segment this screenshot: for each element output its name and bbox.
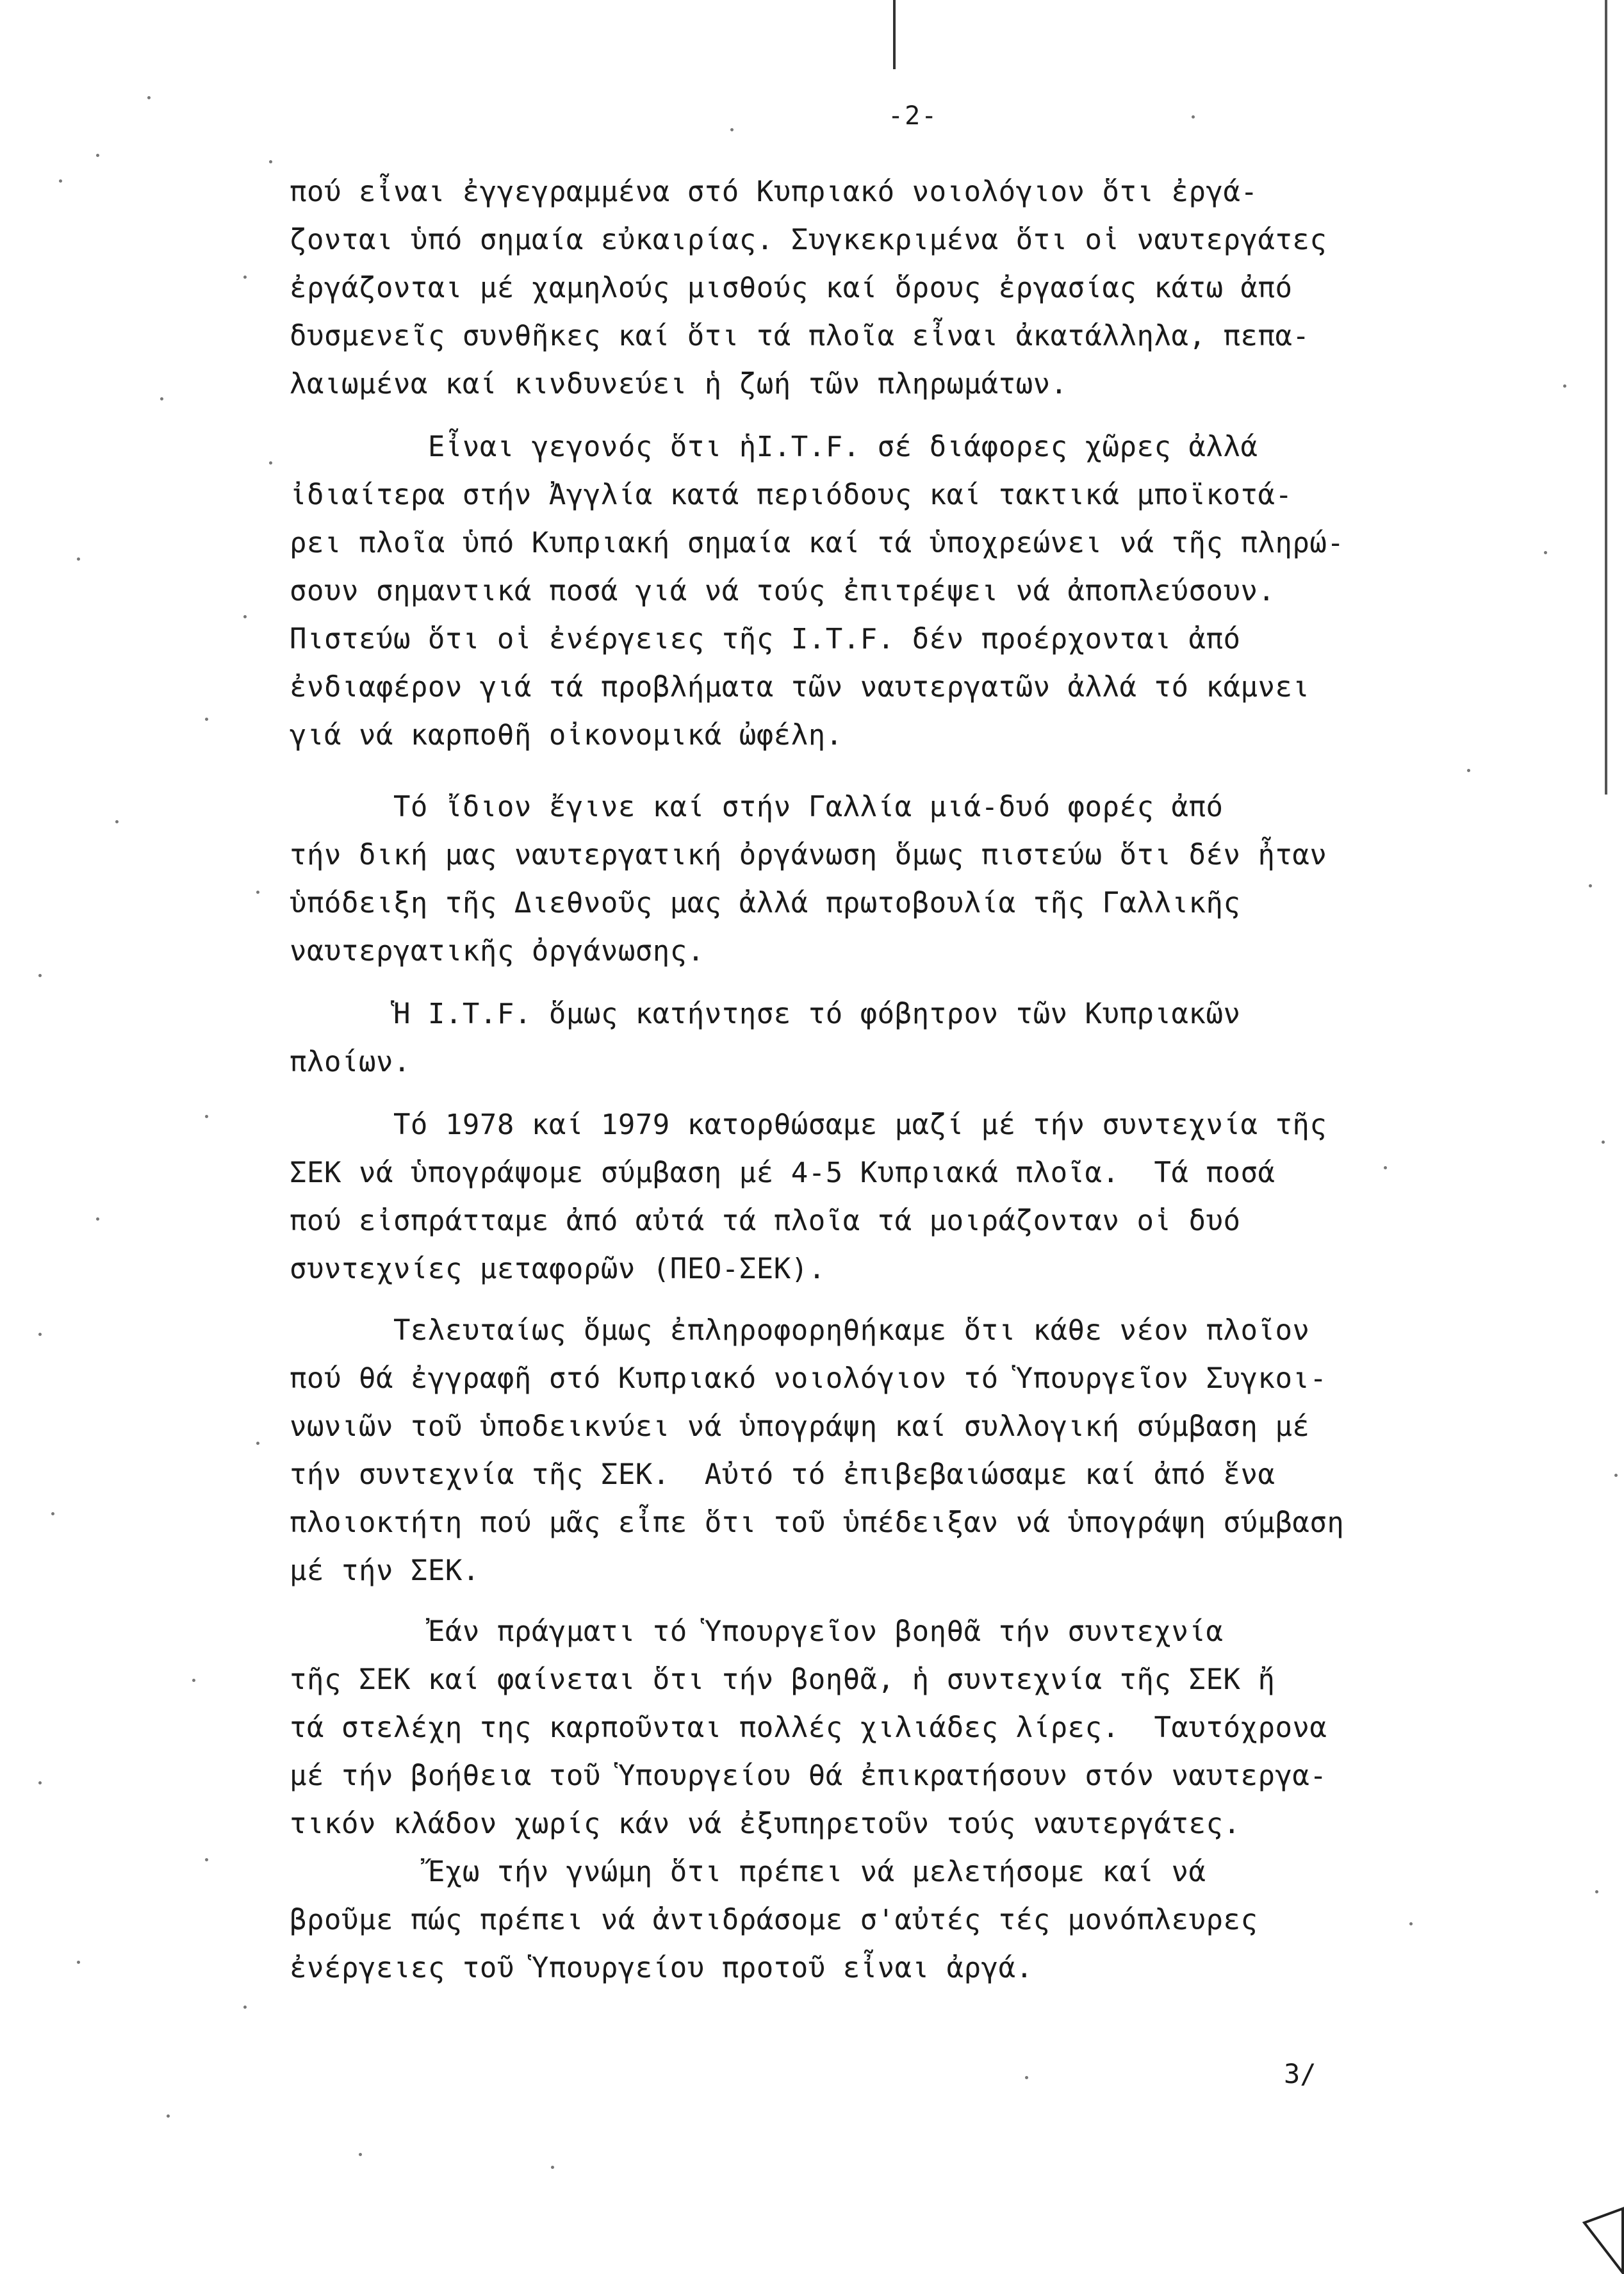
scan-speck xyxy=(1589,884,1592,887)
scan-speck xyxy=(269,461,272,465)
scan-page-edge xyxy=(1605,0,1607,795)
text-line: λαιωμένα καί κινδυνεύει ἡ ζωή τῶν πληρωμάτων. xyxy=(290,368,1068,400)
text-line: ΣΕΚ νά ὑπογράψομε σύμβαση μέ 4-5 Κυπριακά πλοῖα. Τά ποσά xyxy=(290,1157,1275,1189)
scan-speck xyxy=(205,1858,208,1861)
paragraph xyxy=(290,423,1481,759)
text-line: πού εἰσπράτταμε ἀπό αὐτά τά πλοῖα τά μοιράζονταν οἱ δυό xyxy=(290,1205,1241,1237)
text-line: τά στελέχη της καρποῦνται πολλές χιλιάδες λίρες. Ταυτόχρονα xyxy=(290,1711,1327,1744)
scan-speck xyxy=(167,2114,170,2118)
scan-speck xyxy=(77,1961,80,1964)
text-line: ναυτεργατικῆς ὀργάνωσης. xyxy=(290,935,705,968)
text-line: νωνιῶν τοῦ ὑποδεικνύει νά ὑπογράψη καί συλλογική σύμβαση μέ xyxy=(290,1410,1310,1443)
text-line: ἐργάζονται μέ χαμηλούς μισθούς καί ὅρους ἐργασίας κάτω ἀπό xyxy=(290,272,1293,304)
page-corner-fold xyxy=(1579,2204,1624,2274)
text-line: Τό ἴδιον ἔγινε καί στήν Γαλλία μιά-δυό φορές ἀπό xyxy=(290,791,1224,823)
page-number: -2- xyxy=(888,101,939,131)
scan-speck xyxy=(38,974,42,977)
text-line: τῆς ΣΕΚ καί φαίνεται ὅτι τήν βοηθᾶ, ἡ συντεχνία τῆς ΣΕΚ ἤ xyxy=(290,1663,1275,1696)
scan-binding-mark xyxy=(893,0,896,69)
scan-speck xyxy=(1467,769,1470,772)
scan-speck xyxy=(256,1442,259,1445)
scan-speck xyxy=(205,718,208,721)
text-line: Εἶναι γεγονός ὅτι ἡI.T.F. σέ διάφορες χῶρες ἀλλά xyxy=(290,431,1258,463)
text-line: ἐνδιαφέρον γιά τά προβλήματα τῶν ναυτεργατῶν ἀλλά τό κάμνει xyxy=(290,671,1310,704)
paragraph xyxy=(290,168,1481,408)
scan-speck xyxy=(243,615,247,618)
scan-speck xyxy=(1595,1890,1598,1893)
scan-speck xyxy=(1563,384,1566,388)
text-line: ἐνέργειες τοῦ Ὑπουργείου προτοῦ εἶναι ἀργά. xyxy=(290,1952,1033,1984)
text-line: σουν σημαντικά ποσά γιά νά τούς ἐπιτρέψει νά ἀποπλεύσουν. xyxy=(290,575,1275,607)
scan-speck xyxy=(192,1679,195,1682)
scan-speck xyxy=(359,2153,362,2156)
text-line: πού εἶναι ἐγγεγραμμένα στό Κυπριακό νοιολόγιον ὅτι ἐργά- xyxy=(290,176,1258,208)
text-line: πού θά ἐγγραφῆ στό Κυπριακό νοιολόγιον τό Ὑπουργεῖον Συγκοι- xyxy=(290,1362,1327,1395)
text-line: Τό 1978 καί 1979 κατορθώσαμε μαζί μέ τήν συντεχνία τῆς xyxy=(290,1108,1327,1141)
scan-speck xyxy=(243,276,247,279)
text-line: δυσμενεῖς συνθῆκες καί ὅτι τά πλοῖα εἶναι ἀκατάλληλα, πεπα- xyxy=(290,320,1310,352)
scan-speck xyxy=(205,1115,208,1118)
scan-speck xyxy=(1192,115,1195,119)
text-line: μέ τήν ΣΕΚ. xyxy=(290,1554,480,1587)
text-line: ρει πλοῖα ὑπό Κυπριακή σημαία καί τά ὑποχρεώνει νά τῆς πληρώ- xyxy=(290,527,1345,559)
text-line: Τελευταίως ὅμως ἐπληροφορηθήκαμε ὅτι κάθε νέον πλοῖον xyxy=(290,1314,1310,1347)
scan-speck xyxy=(730,128,734,131)
text-line: Ἐάν πράγματι τό Ὑπουργεῖον βοηθᾶ τήν συντεχνία xyxy=(290,1615,1224,1648)
paragraph xyxy=(290,990,1481,1086)
scan-speck xyxy=(96,1217,99,1221)
scan-speck xyxy=(1384,1166,1387,1169)
scan-speck xyxy=(256,891,259,894)
paragraph xyxy=(290,1101,1481,1293)
paragraph xyxy=(290,1608,1481,1992)
text-line: Ἡ I.T.F. ὅμως κατήντησε τό φόβητρον τῶν Κυπριακῶν xyxy=(290,998,1241,1030)
text-line: ζονται ὑπό σημαία εὐκαιρίας. Συγκεκριμένα ὅτι οἱ ναυτεργάτες xyxy=(290,224,1327,256)
text-line: πλοιοκτήτη πού μᾶς εἶπε ὅτι τοῦ ὑπέδειξαν νά ὑπογράψη σύμβαση xyxy=(290,1506,1345,1539)
paragraph xyxy=(290,783,1481,975)
scan-speck xyxy=(1614,1474,1618,1477)
text-line: τήν συντεχνία τῆς ΣΕΚ. Αὐτό τό ἐπιβεβαιώσαμε καί ἀπό ἕνα xyxy=(290,1458,1275,1491)
scan-speck xyxy=(38,1333,42,1336)
text-line: πλοίων. xyxy=(290,1046,411,1078)
scan-speck xyxy=(1025,2076,1028,2079)
scan-speck xyxy=(1602,1141,1605,1144)
continuation-mark: 3/ xyxy=(1284,2058,1316,2089)
text-line: γιά νά καρποθῆ οἰκονομικά ὠφέλη. xyxy=(290,719,843,752)
scan-speck xyxy=(160,397,163,400)
text-line: Πιστεύω ὅτι οἱ ἐνέργειες τῆς I.T.F. δέν προέρχονται ἀπό xyxy=(290,623,1241,655)
scan-speck xyxy=(551,2166,554,2169)
text-line: ἰδιαίτερα στήν Ἀγγλία κατά περιόδους καί τακτικά μποϊκοτά- xyxy=(290,479,1293,511)
scan-speck xyxy=(1544,551,1547,554)
scan-speck xyxy=(115,820,119,823)
scan-speck xyxy=(51,1512,54,1515)
scan-speck xyxy=(59,179,62,183)
scan-speck xyxy=(1409,1922,1413,1925)
text-line: Ἔχω τήν γνώμη ὅτι πρέπει νά μελετήσομε καί νά xyxy=(290,1856,1206,1888)
scan-speck xyxy=(269,160,272,163)
text-line: ὑπόδειξη τῆς Διεθνοῦς μας ἀλλά πρωτοβουλία τῆς Γαλλικῆς xyxy=(290,887,1241,919)
text-line: τικόν κλάδον χωρίς κάν νά ἐξυπηρετοῦν τούς ναυτεργάτες. xyxy=(290,1808,1241,1840)
scan-speck xyxy=(38,1781,42,1784)
text-line: μέ τήν βοήθεια τοῦ Ὑπουργείου θά ἐπικρατήσουν στόν ναυτεργα- xyxy=(290,1759,1327,1792)
paragraph xyxy=(290,1306,1481,1595)
scan-speck xyxy=(243,2006,247,2009)
text-line: συντεχνίες μεταφορῶν (ΠΕΟ-ΣΕΚ). xyxy=(290,1253,826,1285)
scan-speck xyxy=(96,154,99,157)
scan-speck xyxy=(77,557,80,561)
text-line: βροῦμε πώς πρέπει νά ἀντιδράσομε σ'αὐτές τές μονόπλευρες xyxy=(290,1904,1258,1936)
text-line: τήν δική μας ναυτεργατική ὀργάνωση ὅμως πιστεύω ὅτι δέν ἦταν xyxy=(290,839,1327,871)
scan-speck xyxy=(147,96,151,99)
